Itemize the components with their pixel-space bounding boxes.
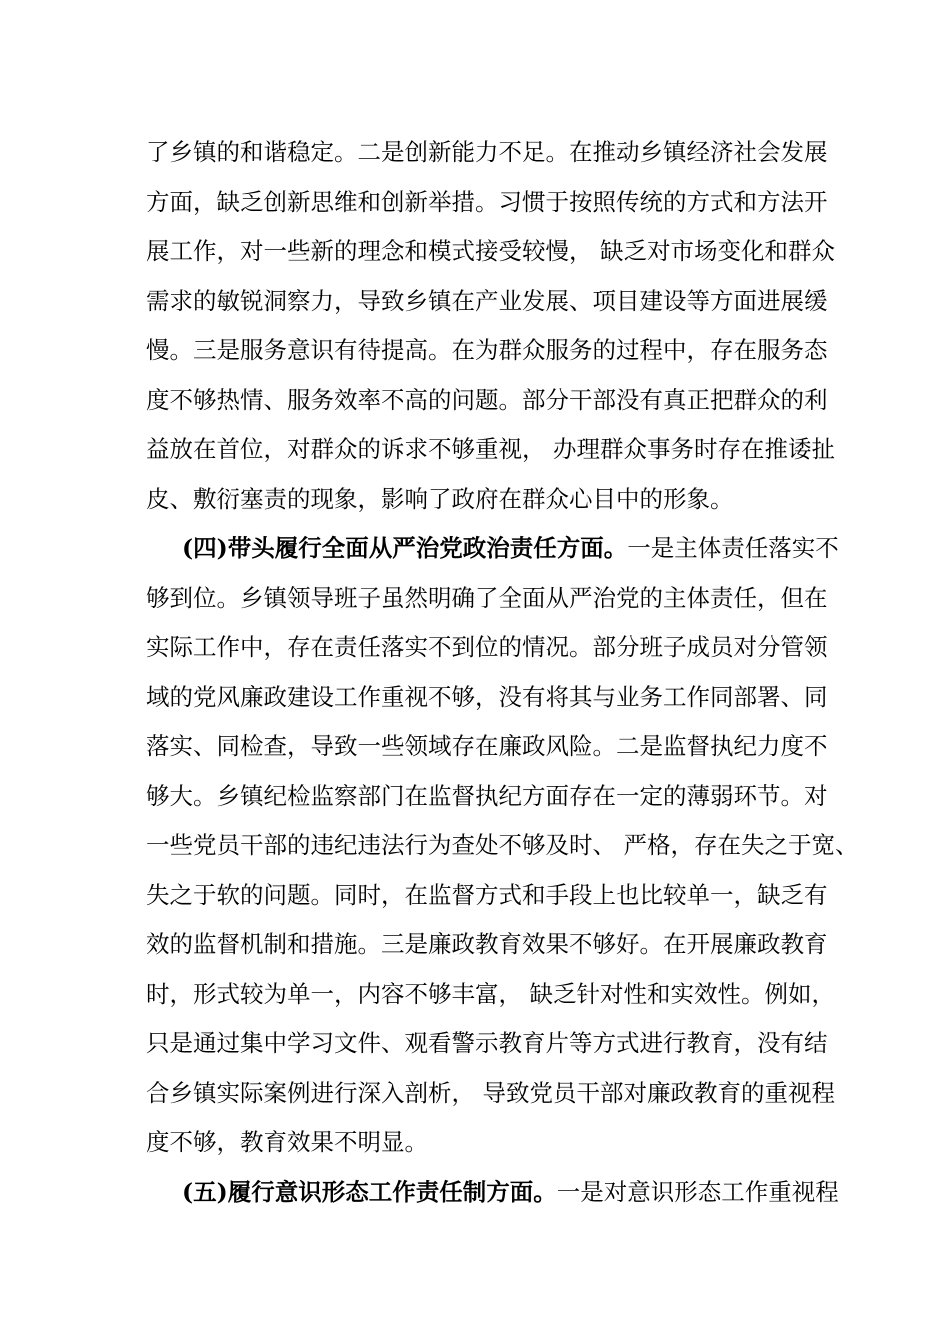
- paragraph-section-four: [146, 524, 859, 1168]
- text-line: 益放在首位，对群众的诉求不够重视， 办理群众事务时存在推诿扯: [146, 435, 835, 463]
- text-line: 只是通过集中学习文件、观看警示教育片等方式进行教育，没有结: [146, 1029, 828, 1057]
- section-four-heading: (四)带头履行全面从严治党政治责任方面。: [182, 534, 628, 562]
- text-line: 皮、敷衍塞责的现象，影响了政府在群众心目中的形象。: [146, 484, 734, 513]
- text-line: 落实、同检查，导致一些领域存在廉政风险。二是监督执纪力度不: [146, 732, 828, 760]
- text-line: 方面，缺乏创新思维和创新举措。习惯于按照传统的方式和方法开: [146, 187, 828, 216]
- text-line: 时，形式较为单一，内容不够丰富， 缺乏针对性和实效性。例如，: [146, 979, 835, 1008]
- text-line: 需求的敏锐洞察力，导致乡镇在产业发展、项目建设等方面进展缓: [146, 286, 828, 315]
- text-line: 展工作，对一些新的理念和模式接受较慢， 缺乏对市场变化和群众: [146, 237, 835, 265]
- text-line: 实际工作中，存在责任落实不到位的情况。部分班子成员对分管领: [146, 633, 828, 661]
- section-five-first-line: [146, 1168, 839, 1218]
- text-line: 了乡镇的和谐稳定。二是创新能力不足。在推动乡镇经济社会发展: [146, 138, 828, 166]
- paragraph-continuation: [146, 128, 835, 524]
- paragraph-section-five: [146, 1168, 839, 1218]
- text-line: 够到位。乡镇领导班子虽然明确了全面从严治党的主体责任，但在: [146, 583, 828, 612]
- text-line: 合乡镇实际案例进行深入剖析， 导致党员干部对廉政教育的重视程: [146, 1078, 835, 1107]
- text-line: 域的党风廉政建设工作重视不够，没有将其与业务工作同部署、同: [146, 682, 828, 711]
- section-five-first-line-text: 一是对意识形态工作重视程: [556, 1177, 839, 1206]
- text-line: 一些党员干部的违纪违法行为查处不够及时、 严格，存在失之于宽、: [146, 831, 859, 859]
- text-line: 度不够热情、服务效率不高的问题。部分干部没有真正把群众的利: [146, 385, 828, 414]
- section-four-first-line-text: 一是主体责任落实不: [627, 534, 839, 562]
- section-five-heading: (五)履行意识形态工作责任制方面。: [182, 1177, 557, 1206]
- document-body: [146, 128, 859, 1217]
- text-line: 慢。三是服务意识有待提高。在为群众服务的过程中，存在服务态: [146, 336, 828, 364]
- text-line: 够大。乡镇纪检监察部门在监督执纪方面存在一定的薄弱环节。对: [146, 781, 828, 810]
- text-line: 效的监督机制和措施。三是廉政教育效果不够好。在开展廉政教育: [146, 930, 828, 958]
- text-line: 失之于软的问题。同时，在监督方式和手段上也比较单一，缺乏有: [146, 880, 828, 909]
- text-line: 度不够，教育效果不明显。: [146, 1128, 428, 1156]
- section-four-first-line: [146, 524, 839, 574]
